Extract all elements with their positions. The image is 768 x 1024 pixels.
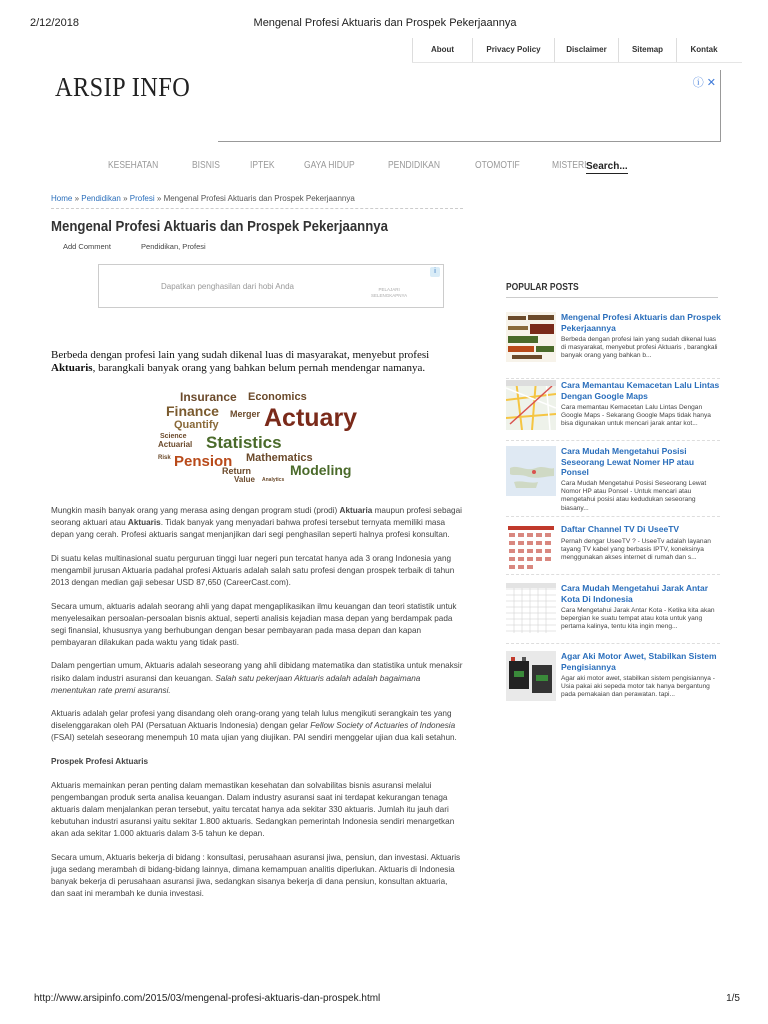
ad-info-icon[interactable]: i	[430, 267, 440, 277]
article-bold: Aktuaris	[127, 518, 161, 528]
article-text: Mungkin masih banyak orang yang merasa asing dengan program studi (prodi)	[51, 506, 340, 515]
add-comment-link[interactable]: Add Comment	[63, 242, 111, 251]
main-nav-iptek[interactable]: IPTEK	[249, 160, 275, 171]
post-thumbnail-battery[interactable]	[506, 651, 556, 701]
top-nav-divider	[412, 62, 742, 63]
popular-post-excerpt: Cara Mudah Mengetahui Posisi Seseorang Lewat Nomor HP atau Ponsel - Untuk mencari atau mengetahui posisi atau kedudukan seseorang biasany...	[561, 480, 707, 512]
main-nav-gaya-hidup[interactable]: GAYA HIDUP	[303, 160, 355, 171]
article-paragraph: Aktuaris memainkan peran penting dalam memastikan kesehatan dan solvabilitas bisnis asuransi melalui pengembangan produk serta analisa keuangan. Dalam industry asuransi saat ini terdapat kekurangan tenaga aktuaris dalam menjalankan peran tersebut, yaitu tercatat hanya ada sekitar 330 aktuaris. Jumlah itu jauh dari kebutuhan industri asuransi yaitu sekitar 1.800 aktuaris. Sedangkan pemerintah Indonesia sendiri menargetkan akan ada sekitar 1.000 aktuaris dalam 3-5 tahun ke depan.	[51, 780, 455, 838]
article-paragraph: Di suatu kelas multinasional suatu perguruan tinggi luar negeri pun tercatat hanya ada 3 orang Indonesia yang mengambil jurusan Aktuaria padahal profesi Aktuaris adalah salah satu profesi dengan prospek terbaik di tahun 2013 dengan median gaji sebesar USD 87,650 (CareerCast.com).	[51, 553, 455, 587]
article-text: Aktuaris adalah gelar profesi yang disandang oleh orang-orang yang telah lulus mengikuti serangkain tes yang diselenggarakan oleh PAI (Persatuan Aktuaris Indonesia) dengan gelar	[51, 709, 452, 731]
article-paragraph	[51, 708, 463, 744]
popular-post-title[interactable]: Mengenal Profesi Aktuaris dan Prospek Pekerjaannya	[561, 312, 721, 333]
wordcloud-word: Pension	[174, 453, 233, 470]
print-page-number: 1/5	[726, 993, 740, 1004]
top-nav-kontak[interactable]: Kontak	[690, 45, 718, 54]
article-paragraph: Secara umum, Aktuaris bekerja di bidang : konsultasi, perusahaan asuransi jiwa, pensiun, dan investasi. Aktuaris juga sedang merambah di bidang-bidang lainnya, dimana kemampuan analitis diperlukan. Aktuaris di Indonesia banyak bekerja di perusahaan asuransi jiwa, sedangkan sisanya bekerja di dana pensiun, konsultan aktuaria, dan saat ini merambah ke dunia investasi.	[51, 852, 461, 898]
inline-ad-cta-line1: PELAJARI	[378, 287, 400, 292]
wordcloud-word: Return	[222, 466, 251, 476]
post-categories[interactable]: Pendidikan, Profesi	[141, 242, 206, 251]
print-page-title: Mengenal Profesi Aktuaris dan Prospek Pekerjaannya	[253, 17, 517, 29]
post-thumbnail-map[interactable]	[506, 380, 556, 430]
article-text: maupun profesi sebagai seorang aktuari atau	[51, 506, 462, 528]
wordcloud-word: Value	[234, 475, 255, 482]
article-italic: Salah satu pekerjaan Aktuaris adalah adalah bagaimana menentukan rate premi asuransi.	[51, 673, 421, 695]
wordcloud-word: Merger	[230, 409, 261, 419]
actuary-word-cloud-image	[156, 386, 386, 482]
popular-post-excerpt: Cara memantau Kemacetan Lalu Lintas Dengan Google Maps - Sekarang Google Maps tidak hanya bisa digunakan untuk mencari jarak antar kot...	[561, 404, 711, 428]
article-paragraph	[51, 660, 463, 696]
wordcloud-word: Economics	[248, 391, 307, 403]
inline-ad-text: Dapatkan penghasilan dari hobi Anda	[161, 282, 294, 291]
post-title: Mengenal Profesi Aktuaris dan Prospek Pekerjaannya	[51, 218, 388, 235]
post-thumbnail-distance-table[interactable]	[506, 583, 556, 633]
breadcrumb-divider	[51, 208, 463, 209]
intro-paragraph	[51, 349, 463, 375]
banner-ad[interactable]	[218, 70, 721, 142]
popular-post-divider	[506, 574, 720, 575]
post-thumbnail-channel-list[interactable]	[506, 524, 556, 574]
main-nav-otomotif[interactable]: OTOMOTIF	[474, 160, 520, 171]
wordcloud-word: Science	[160, 433, 187, 440]
breadcrumb	[51, 194, 355, 203]
post-meta	[63, 242, 234, 251]
top-nav-privacy-policy[interactable]: Privacy Policy	[473, 38, 555, 62]
main-nav-pendidikan[interactable]: PENDIDIKAN	[388, 160, 441, 171]
article-italic: Fellow Society of Actuaries of Indonesia	[310, 721, 456, 731]
inline-ad-cta-line2: SELENGKAPNYA	[371, 293, 408, 298]
article-subheading: Prospek Profesi Aktuaris	[51, 757, 149, 766]
search-input[interactable]: Search...	[586, 161, 628, 172]
main-nav-misteri[interactable]: MISTERI	[552, 160, 587, 171]
post-thumbnail-map[interactable]	[506, 446, 556, 496]
article-paragraph: Secara umum, aktuaris adalah seorang ahli yang dapat mengaplikasikan ilmu keuangan dan teori statistik untuk menyelesaikan persoalan-persoalan bisnis aktual, seperti analisis kejadian masa depan yang berdampak pada segi finansial, khususnya yang berhubungan dengan besar pembayaran pada masa depan dan kapan pembayaran dilakukan pada waktu yang tidak pasti.	[51, 601, 457, 647]
popular-post-title[interactable]: Cara Mudah Mengetahui Posisi Seseorang Lewat Nomer HP atau Ponsel	[561, 446, 695, 477]
wordcloud-word: Finance	[166, 403, 219, 419]
ad-choices-close-icon[interactable]: ⓘ ✕	[692, 77, 716, 89]
article-bold: Aktuaria	[339, 506, 373, 515]
popular-post-title[interactable]: Agar Aki Motor Awet, Stabilkan Sistem Pengisiannya	[561, 651, 717, 672]
breadcrumb-separator: »	[120, 194, 130, 203]
article-body	[51, 505, 463, 911]
intro-text: Berbeda dengan profesi lain yang sudah dikenal luas di masyarakat, menyebut profesi	[51, 349, 430, 361]
article-text: . Tidak banyak yang menyadari bahwa profesi tersebut ternyata memiliki masa depan yang cerah. Profesi aktuaris sangat menjanjikan dari segi penghasilan seperti halnya profesi konsultan.	[51, 518, 450, 540]
wordcloud-word: Modeling	[290, 462, 352, 478]
wordcloud-word: Actuary	[264, 404, 358, 432]
popular-post-title[interactable]: Daftar Channel TV Di UseeTV	[561, 524, 680, 534]
inline-ad[interactable]	[98, 264, 444, 308]
breadcrumb-pendidikan[interactable]: Pendidikan	[81, 194, 121, 203]
wordcloud-word: Mathematics	[246, 452, 313, 464]
inline-ad-cta[interactable]	[371, 287, 407, 299]
popular-post-title[interactable]: Cara Mudah Mengetahui Jarak Antar Kota Di Indonesia	[561, 583, 709, 604]
popular-post-excerpt: Pernah dengar UseeTV ? - UseeTv adalah layanan tayang TV kabel yang berbasis IPTV, koneksinya menggunakan akses internet di rumah dan s...	[561, 538, 711, 562]
popular-post-divider	[506, 516, 720, 517]
popular-posts-heading: POPULAR POSTS	[506, 282, 579, 293]
top-nav	[412, 38, 731, 62]
print-date: 2/12/2018	[30, 17, 79, 29]
wordcloud-word: Actuarial	[158, 440, 193, 449]
post-thumbnail-wordcloud[interactable]	[506, 312, 556, 362]
top-nav-sitemap[interactable]: Sitemap	[619, 38, 677, 62]
popular-post-title[interactable]: Cara Memantau Kemacetan Lalu Lintas Dengan Google Maps	[561, 380, 720, 401]
article-text: (FSAI) setelah seseorang menempuh 10 mata ujian yang diujikan. PAI sendiri menggelar ujian dua kali setahun.	[51, 733, 457, 743]
main-nav-bisnis[interactable]: BISNIS	[192, 160, 220, 171]
top-nav-disclaimer[interactable]: Disclaimer	[555, 38, 619, 62]
popular-post-divider	[506, 378, 720, 379]
popular-post-excerpt: Cara Mengetahui Jarak Antar Kota - Ketika kita akan bepergian ke suatu tempat atau kota untuk yang pertama kalinya, tentu kita ingin meng...	[561, 607, 715, 631]
article-paragraph	[51, 505, 463, 541]
popular-post-divider	[506, 440, 720, 441]
print-url: http://www.arsipinfo.com/2015/03/mengenal-profesi-aktuaris-dan-prospek.html	[34, 993, 381, 1004]
intro-bold: Aktuaris	[51, 362, 93, 374]
breadcrumb-current: Mengenal Profesi Aktuaris dan Prospek Pekerjaannya	[163, 194, 355, 203]
breadcrumb-separator: »	[154, 194, 164, 203]
wordcloud-word: Quantify	[174, 419, 219, 431]
wordcloud-word: Risk	[158, 455, 171, 461]
article-text: Dalam pengertian umum, Aktuaris adalah seseorang yang ahli dibidang matematika dan statistika untuk menaksir risiko dalam industri asuransi dan keuangan.	[51, 661, 463, 683]
top-nav-about[interactable]: About	[413, 38, 473, 62]
site-logo[interactable]: ARSIP INFO	[55, 72, 191, 102]
wordcloud-word: Analytics	[262, 477, 285, 482]
wordcloud-word: Insurance	[180, 390, 237, 404]
breadcrumb-home[interactable]: Home	[51, 194, 73, 203]
main-nav-kesehatan[interactable]: KESEHATAN	[108, 160, 159, 171]
popular-posts-divider	[506, 297, 718, 298]
breadcrumb-separator: »	[72, 194, 82, 203]
popular-post-excerpt: Agar aki motor awet, stabilkan sistem pengisiannya - Usia pakai aki sepeda motor tak hanya bergantung pada pemakaian dan perawatan. tapi...	[561, 675, 715, 699]
wordcloud-word: Statistics	[206, 433, 282, 452]
popular-post-excerpt: Berbeda dengan profesi lain yang sudah dikenal luas di masyarakat, menyebut profesi Aktuaris , barangkali banyak orang yang bahkan b...	[561, 336, 718, 360]
breadcrumb-profesi[interactable]: Profesi	[129, 194, 155, 203]
main-nav	[108, 160, 618, 171]
popular-post-divider	[506, 643, 720, 644]
intro-text: , barangkali banyak orang yang bahkan belum pernah mendengar namanya.	[92, 362, 426, 374]
